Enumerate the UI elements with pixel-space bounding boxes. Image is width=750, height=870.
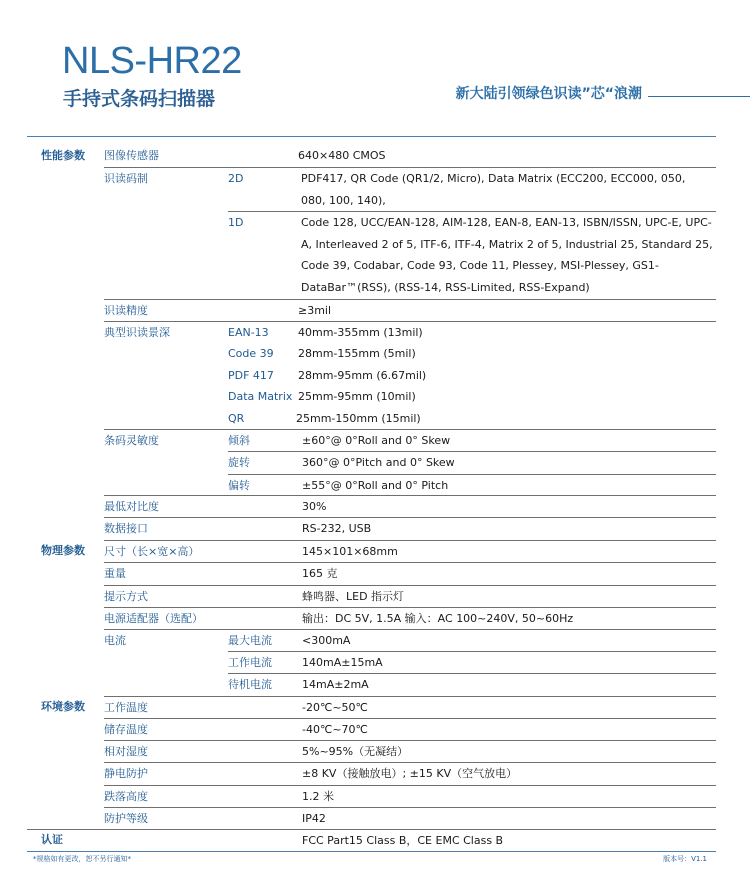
row-label: 典型识读景深 bbox=[104, 326, 170, 339]
footnote: *规格如有更改，恕不另行通知* bbox=[33, 855, 131, 863]
spec-row-interface bbox=[104, 517, 716, 540]
spec-row-current-standby bbox=[228, 673, 716, 696]
row-sublabel: 1D bbox=[228, 216, 244, 229]
row-sublabel: 倾斜 bbox=[228, 434, 250, 447]
row-label: 条码灵敏度 bbox=[104, 434, 159, 447]
product-subtitle: 手持式条码扫描器 bbox=[63, 88, 216, 110]
row-value: RS-232, USB bbox=[302, 522, 372, 535]
spec-table bbox=[27, 145, 716, 851]
spec-row-certification bbox=[27, 829, 716, 852]
row-label: 数据接口 bbox=[104, 522, 148, 535]
row-sublabel: 工作电流 bbox=[228, 656, 272, 669]
version-number: 版本号：V1.1 bbox=[663, 855, 707, 863]
row-sublabel: EAN-13 bbox=[228, 326, 269, 339]
section-performance: 性能参数 bbox=[41, 149, 85, 162]
spec-row-sealing bbox=[104, 807, 716, 830]
spec-row-resolution bbox=[104, 299, 716, 322]
spec-row-sensitivity-roll bbox=[228, 451, 716, 474]
spec-row-sensitivity-skew bbox=[228, 474, 716, 497]
row-value: ±8 KV（接触放电）; ±15 KV（空气放电） bbox=[302, 767, 518, 780]
spec-row-symbologies-2d bbox=[104, 167, 716, 211]
row-value: 28mm-95mm (6.67mil) bbox=[298, 369, 427, 382]
slogan: 新大陆引领绿色识读”芯“浪潮 bbox=[455, 86, 642, 102]
row-value: 165 克 bbox=[302, 567, 338, 580]
spec-row-drop bbox=[104, 785, 716, 808]
section-certification: 认证 bbox=[41, 833, 63, 846]
spec-row-weight bbox=[104, 562, 716, 585]
spec-row-sensitivity-pitch bbox=[104, 429, 716, 452]
row-sublabel: 旋转 bbox=[228, 456, 250, 469]
spec-row-dimensions bbox=[104, 540, 716, 563]
row-value: ±55°@ 0°Roll and 0° Pitch bbox=[302, 479, 449, 492]
spec-row-current-max bbox=[104, 629, 716, 652]
slogan-line bbox=[648, 96, 750, 97]
spec-row-storage-temp bbox=[104, 718, 716, 741]
top-rule bbox=[27, 136, 716, 137]
spec-row-humidity bbox=[104, 740, 716, 763]
row-value: Code 128, UCC/EAN-128, AIM-128, EAN-8, EAN-13, ISBN/ISSN, UPC-E, UPC-A, Interleaved 2 of 5, ITF-6, ITF-4, Matrix 2 of 5, Industrial 25, Standard 25, Code 39, Codabar, Code 93, Code 11, Plessey, MSI-Plessey, GS1-DataBar™(RSS), (RSS-14, RSS-Limited, RSS-Expand) bbox=[301, 216, 713, 294]
row-label: 识读精度 bbox=[104, 304, 148, 317]
row-value: 25mm-150mm (15mil) bbox=[296, 412, 421, 425]
row-label: 储存温度 bbox=[104, 723, 148, 736]
row-label: 电源适配器（选配） bbox=[104, 612, 203, 625]
row-value: 5%~95%（无凝结） bbox=[302, 745, 409, 758]
row-value: 30% bbox=[302, 500, 327, 513]
row-value: IP42 bbox=[302, 812, 326, 825]
row-label: 提示方式 bbox=[104, 590, 148, 603]
row-sublabel: 最大电流 bbox=[228, 634, 272, 647]
row-value: 360°@ 0°Pitch and 0° Skew bbox=[302, 456, 455, 469]
spec-row-operating-temp bbox=[104, 696, 716, 719]
row-value: 蜂鸣器、LED 指示灯 bbox=[302, 590, 405, 603]
spec-row-dof-code39 bbox=[104, 343, 716, 365]
model-name: NLS-HR22 bbox=[62, 40, 242, 82]
row-label: 工作温度 bbox=[104, 701, 148, 714]
row-value: 14mA±2mA bbox=[302, 678, 369, 691]
row-value: 25mm-95mm (10mil) bbox=[298, 390, 416, 403]
row-sublabel: 待机电流 bbox=[228, 678, 272, 691]
row-sublabel: QR bbox=[228, 412, 245, 425]
spec-row-esd bbox=[104, 762, 716, 785]
row-value: 640×480 CMOS bbox=[298, 149, 386, 162]
row-label: 最低对比度 bbox=[104, 500, 159, 513]
row-value: 40mm-355mm (13mil) bbox=[298, 326, 423, 339]
spec-row-image-sensor bbox=[104, 145, 716, 167]
row-label: 相对湿度 bbox=[104, 745, 148, 758]
row-value: 140mA±15mA bbox=[302, 656, 383, 669]
row-label: 静电防护 bbox=[104, 767, 148, 780]
row-value: ±60°@ 0°Roll and 0° Skew bbox=[302, 434, 451, 447]
row-label: 识读码制 bbox=[104, 172, 148, 185]
row-label: 图像传感器 bbox=[104, 149, 159, 162]
section-physical: 物理参数 bbox=[41, 544, 85, 557]
spec-row-indicator bbox=[104, 585, 716, 608]
row-sublabel: PDF 417 bbox=[228, 369, 274, 382]
spec-row-dof-ean13 bbox=[104, 321, 716, 344]
row-sublabel: 2D bbox=[228, 172, 244, 185]
spec-row-min-contrast bbox=[104, 495, 716, 518]
spec-row-dof-datamatrix bbox=[104, 386, 716, 408]
row-value: FCC Part15 Class B，CE EMC Class B bbox=[302, 834, 504, 847]
spec-row-symbologies-1d bbox=[228, 211, 716, 299]
row-value: 输出：DC 5V, 1.5A 输入：AC 100~240V, 50~60Hz bbox=[302, 612, 574, 625]
row-label: 防护等级 bbox=[104, 812, 148, 825]
row-sublabel: 偏转 bbox=[228, 479, 250, 492]
spec-row-current-working bbox=[228, 651, 716, 674]
section-environment: 环境参数 bbox=[41, 700, 85, 713]
spec-row-power-adapter bbox=[104, 607, 716, 630]
row-value: PDF417, QR Code (QR1/2, Micro), Data Matrix (ECC200, ECC000, 050, 080, 100, 140), bbox=[301, 172, 686, 207]
row-value: -40℃~70℃ bbox=[302, 723, 368, 736]
row-label: 电流 bbox=[104, 634, 126, 647]
spec-row-dof-pdf417 bbox=[104, 365, 716, 387]
row-value: ≥3mil bbox=[298, 304, 332, 317]
row-value: 145×101×68mm bbox=[302, 545, 398, 558]
spec-row-dof-qr bbox=[104, 408, 716, 430]
row-value: 1.2 米 bbox=[302, 790, 334, 803]
row-value: -20℃~50℃ bbox=[302, 701, 368, 714]
row-label: 跌落高度 bbox=[104, 790, 148, 803]
row-value: <300mA bbox=[302, 634, 351, 647]
row-value: 28mm-155mm (5mil) bbox=[298, 347, 416, 360]
row-label: 重量 bbox=[104, 567, 126, 580]
bottom-rule bbox=[27, 851, 716, 852]
row-label: 尺寸（长×宽×高） bbox=[104, 545, 200, 558]
row-sublabel: Data Matrix bbox=[228, 390, 293, 403]
row-sublabel: Code 39 bbox=[228, 347, 274, 360]
